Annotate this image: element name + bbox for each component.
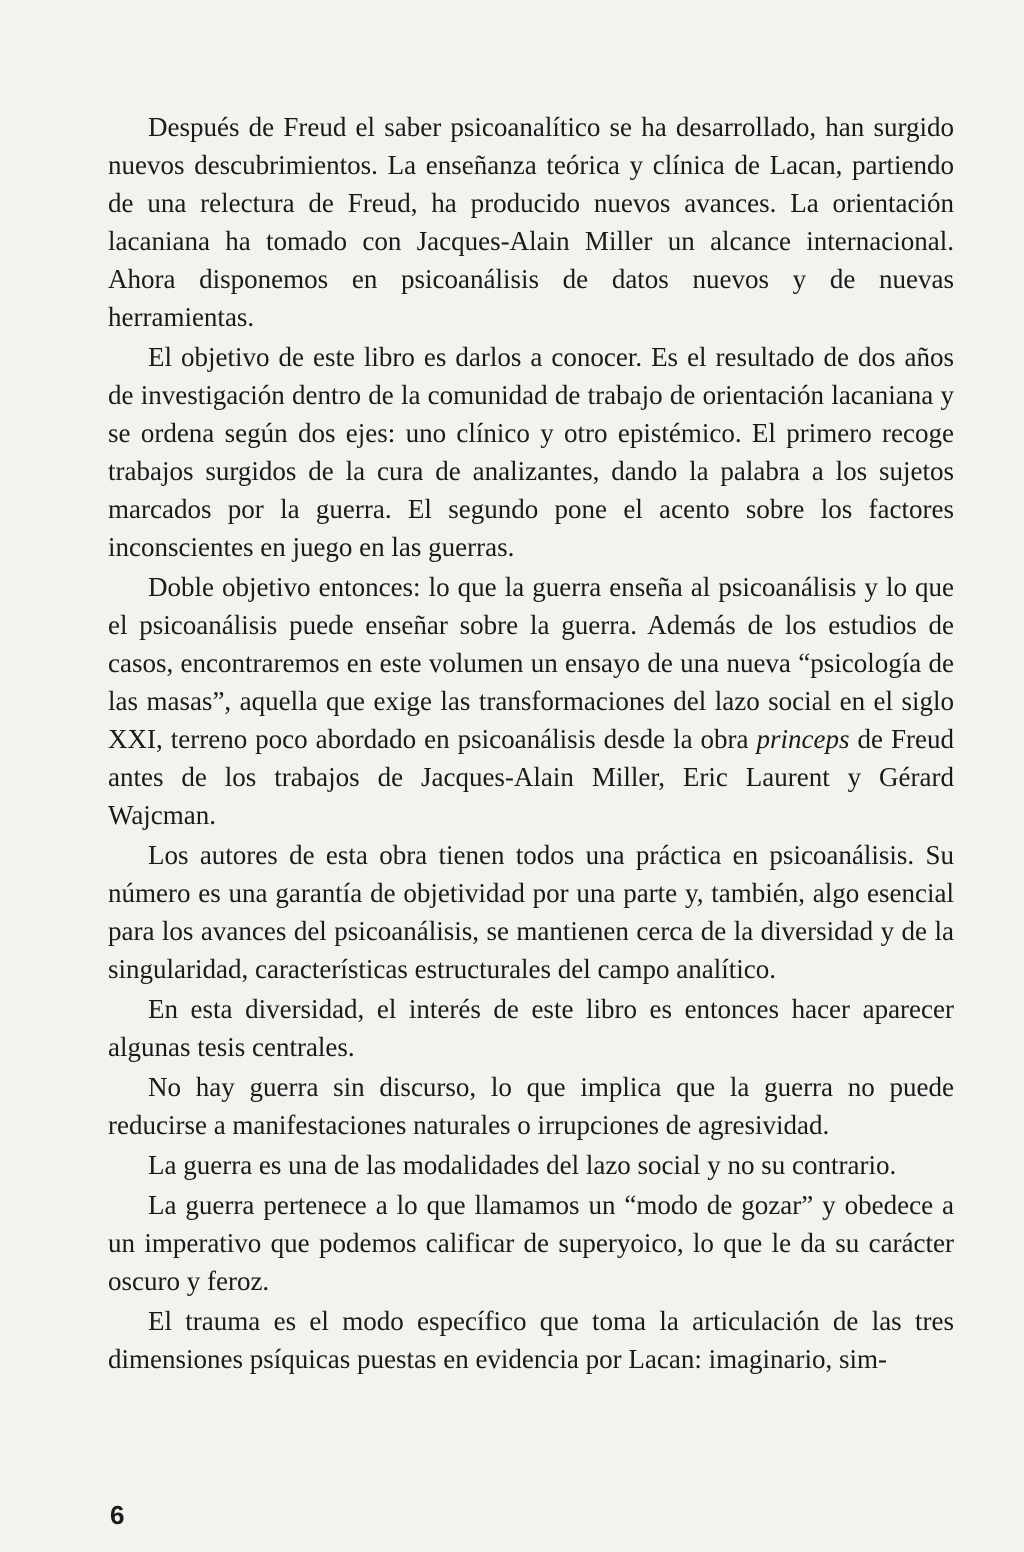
paragraph: En esta diversidad, el interés de este libro es entonces hacer aparecer algunas tesis centrales. <box>108 994 954 1062</box>
paragraph: Los autores de esta obra tienen todos una práctica en psicoanálisis. Su número es una garantía de objetividad por una parte y, también, algo esencial para los avances del psicoanálisis, se mantienen cerca de la diversidad y de la singularidad, características estructurales del campo analítico. <box>108 840 954 984</box>
paragraph: La guerra pertenece a lo que llamamos un “modo de gozar” y obedece a un imperativo que podemos calificar de superyoico, lo que le da su carácter oscuro y feroz. <box>108 1190 954 1296</box>
paragraph-text: de Freud antes de los trabajos de Jacques-Alain Miller, Eric Laurent y Gérard Wajcman. <box>108 724 954 830</box>
paragraph-text: Doble objetivo entonces: lo que la guerra enseña al psicoanálisis y lo que el psicoanálisis puede enseñar sobre la guerra. Además de los estudios de casos, encontraremos en este volumen un ensayo de una nueva “psicología de las masas”, aquella que exige las transformaciones del lazo social en el siglo XXI, terreno poco abordado en psicoanálisis desde la obra <box>108 572 954 754</box>
paragraph: El trauma es el modo específico que toma la articulación de las tres dimensiones psíquicas puestas en evidencia por Lacan: imaginario, sim- <box>108 1306 954 1374</box>
paragraph: La guerra es una de las modalidades del lazo social y no su contrario. <box>148 1150 897 1180</box>
paragraph: Después de Freud el saber psicoanalítico se ha desarrollado, han surgido nuevos descubrimientos. La enseñanza teórica y clínica de Lacan, partiendo de una relectura de Freud, ha producido nuevos avances. La orientación lacaniana ha tomado con Jacques-Alain Miller un alcance internacional. Ahora disponemos en psicoanálisis de datos nuevos y de nuevas herramientas. <box>108 112 954 332</box>
paragraph: No hay guerra sin discurso, lo que implica que la guerra no puede reducirse a manifestaciones naturales o irrupciones de agresividad. <box>108 1072 954 1140</box>
italic-term: princeps <box>756 724 850 754</box>
page-number: 6 <box>110 1500 125 1530</box>
paragraph <box>108 568 954 834</box>
paragraph: El objetivo de este libro es darlos a conocer. Es el resultado de dos años de investigación dentro de la comunidad de trabajo de orientación lacaniana y se ordena según dos ejes: uno clínico y otro epistémico. El primero recoge trabajos surgidos de la cura de analizantes, dando la palabra a los sujetos marcados por la guerra. El segundo pone el acento sobre los factores inconscientes en juego en las guerras. <box>108 342 954 562</box>
body-text <box>108 108 954 1378</box>
